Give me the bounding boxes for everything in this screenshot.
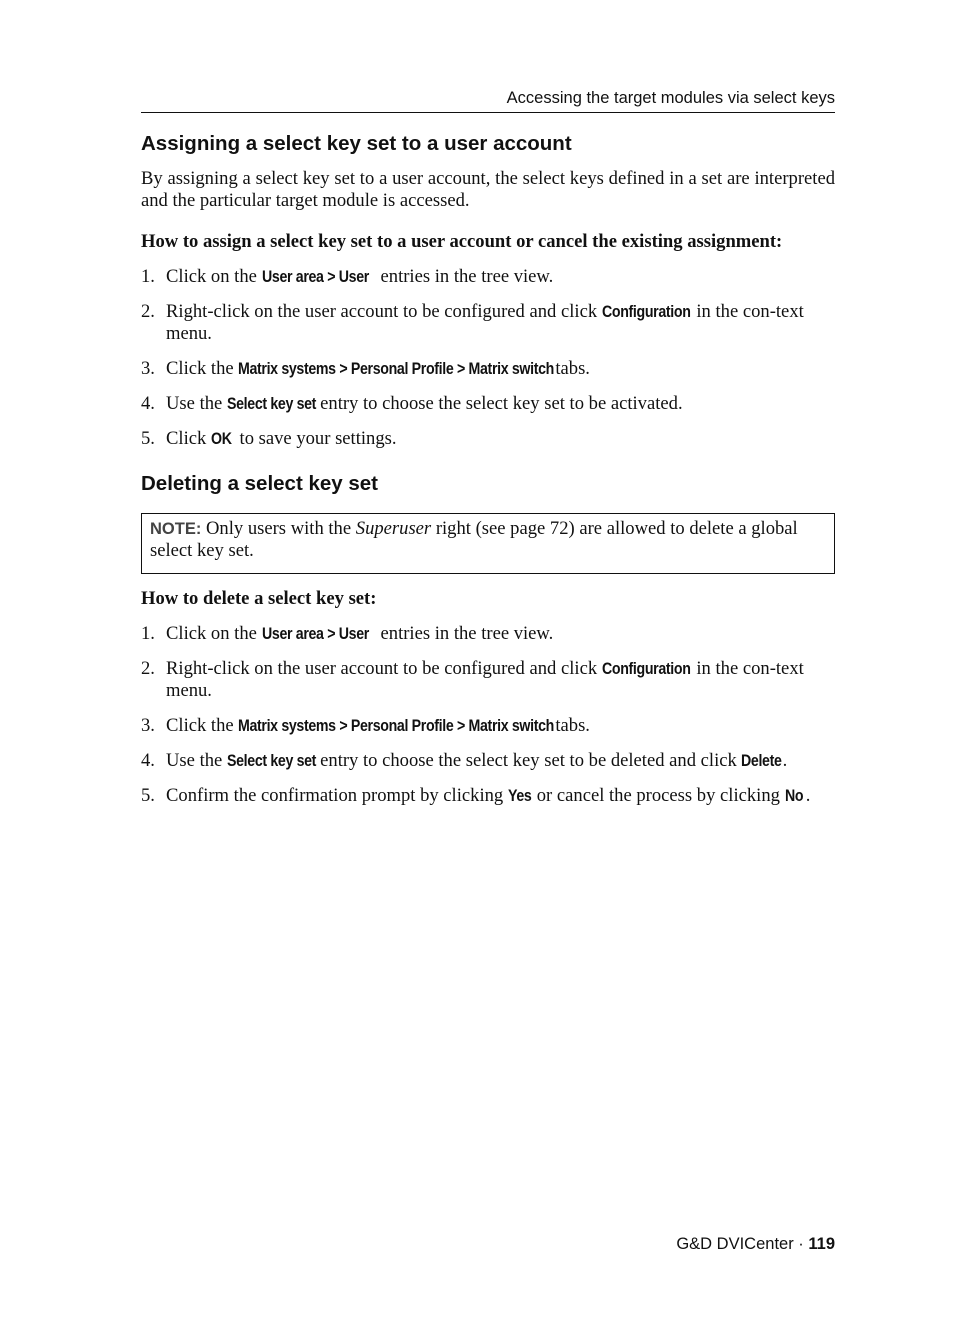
section-title-delete: Deleting a select key set [141,472,379,495]
howto-delete: How to delete a select key set: [141,588,377,609]
footer-product: G&D DVICenter · [676,1235,809,1253]
list-item: 4. Use the Select key set entry to choose the select key set to be deleted and click Delete. [141,750,788,771]
list-item: 3. Click the Matrix systems > Personal Profile > Matrix switch tabs. [141,358,590,379]
list-item: 2. Right-click on the user account to be configured and click Configuration in the con-text menu. [141,301,804,344]
note-box: NOTE: Only users with the Superuser right (see page 72) are allowed to delete a global select key set. [141,513,835,574]
list-item: 1. Click on the User area > User entries in the tree view. [141,623,554,644]
assign-steps [141,266,835,463]
section-title-assign: Assigning a select key set to a user account [141,132,572,155]
delete-steps [141,623,835,820]
page-footer [676,1235,835,1254]
list-item: 5. Confirm the confirmation prompt by clicking Yes or cancel the process by clicking No . [141,785,811,806]
list-item: 1. Click on the User area > User entries in the tree view. [141,266,554,287]
page-number: 119 [808,1235,835,1253]
running-header: Accessing the target modules via select keys [506,89,835,107]
header-rule [141,112,835,113]
list-item: 2. Right-click on the user account to be configured and click Configuration in the con-text menu. [141,658,804,701]
note-label: NOTE: [150,520,202,538]
intro-paragraph: By assigning a select key set to a user account, the select keys defined in a set are interpreted and the particular target module is accessed. [141,168,835,211]
howto-assign: How to assign a select key set to a user account or cancel the existing assignment: [141,231,783,252]
list-item: 3. Click the Matrix systems > Personal Profile > Matrix switch tabs. [141,715,590,736]
list-item: 4. Use the Select key set entry to choose the select key set to be activated. [141,393,683,414]
list-item: 5. Click OK to save your settings. [141,428,397,449]
